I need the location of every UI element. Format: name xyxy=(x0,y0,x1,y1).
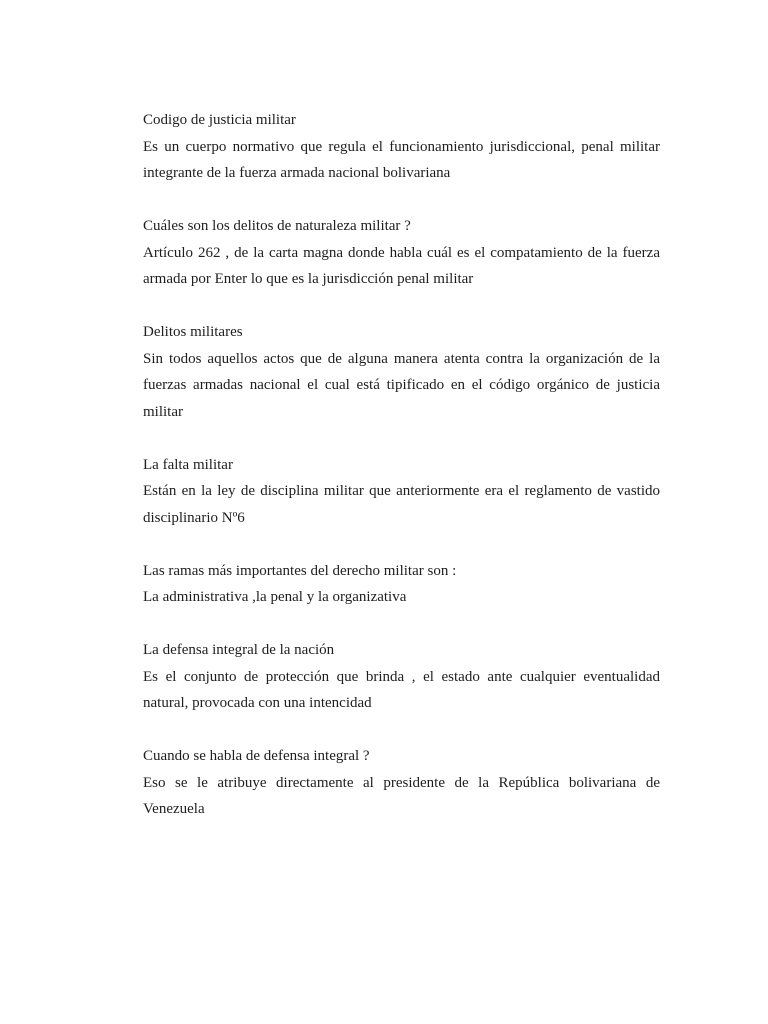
section-paragraph: Eso se le atribuye directamente al presidente de la República bolivariana de Venezuela xyxy=(143,774,660,817)
section-codigo-justicia-militar xyxy=(143,107,660,187)
section-heading: La defensa integral de la nación xyxy=(143,642,335,658)
section-heading: Codigo de justicia militar xyxy=(143,112,296,128)
section-delitos-militares xyxy=(143,319,660,425)
section-delitos-naturaleza-militar xyxy=(143,213,660,293)
section-paragraph: Artículo 262 , de la carta magna donde habla cuál es el compatamiento de la fuerza armada por Enter lo que es la jurisdicción penal militar xyxy=(143,244,660,287)
section-heading: Cuando se habla de defensa integral ? xyxy=(143,748,370,764)
section-falta-militar xyxy=(143,452,660,532)
section-ramas-derecho-militar xyxy=(143,558,660,611)
section-paragraph: Están en la ley de disciplina militar que anteriormente era el reglamento de vastido disciplinario Nº6 xyxy=(143,483,660,526)
section-defensa-integral-nacion xyxy=(143,637,660,717)
section-paragraph: La administrativa ,la penal y la organizativa xyxy=(143,589,407,605)
section-heading: Delitos militares xyxy=(143,324,243,340)
section-heading: Cuáles son los delitos de naturaleza militar ? xyxy=(143,218,411,234)
section-paragraph: Sin todos aquellos actos que de alguna manera atenta contra la organización de la fuerzas armadas nacional el cual está tipificado en el código orgánico de justicia militar xyxy=(143,350,660,420)
section-heading: La falta militar xyxy=(143,456,233,473)
section-paragraph: Es el conjunto de protección que brinda , el estado ante cualquier eventualidad natural, provocada con una intencidad xyxy=(143,668,660,711)
section-cuando-defensa-integral xyxy=(143,743,660,823)
document-body xyxy=(143,107,660,849)
section-heading: Las ramas más importantes del derecho militar son : xyxy=(143,562,457,579)
section-paragraph: Es un cuerpo normativo que regula el funcionamiento jurisdiccional, penal militar integrante de la fuerza armada nacional bolivariana xyxy=(143,138,660,181)
